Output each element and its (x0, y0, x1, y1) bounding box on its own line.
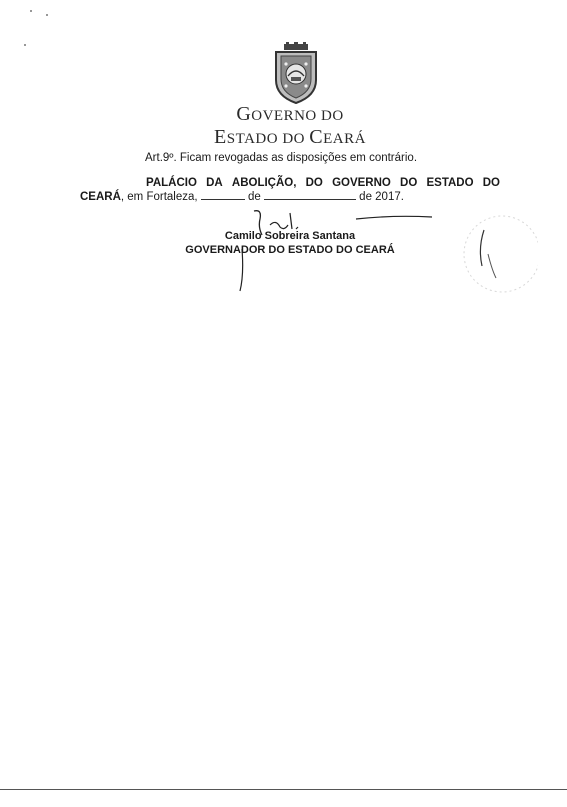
article-9-text: Art.9º. Ficam revogadas as disposições em contrário. (145, 152, 418, 164)
government-title (190, 104, 390, 150)
year-text: de 2017. (355, 191, 404, 203)
palacio-word: ABOLIÇÃO, (231, 177, 297, 189)
fortaleza-text: , em Fortaleza, (120, 191, 198, 203)
signature-block (180, 229, 400, 257)
palacio-word: DA (206, 177, 223, 189)
de-text: de (244, 191, 264, 203)
title-cap: G (236, 103, 252, 125)
ceara-bold: CEARÁ (80, 191, 121, 203)
title-rest: OVERNO (251, 108, 317, 124)
palacio-line (80, 176, 500, 190)
palacio-word: DO (305, 177, 323, 189)
title-rest: EARÁ (323, 131, 366, 147)
palacio-word: DO (400, 177, 418, 189)
ceara-coat-of-arms-icon (272, 42, 320, 104)
day-blank (201, 190, 245, 200)
date-line (80, 190, 500, 204)
palacio-word: ESTADO (426, 177, 474, 189)
signatory-role: GOVERNADOR DO ESTADO DO CEARÁ (185, 244, 395, 256)
faint-stamp-icon (458, 210, 538, 298)
title-cap: C (309, 126, 324, 148)
palacio-word: GOVERNO (332, 177, 391, 189)
title-small: DO (316, 108, 344, 124)
page-bottom-rule (0, 789, 567, 790)
scan-speck (46, 14, 48, 16)
scan-speck (24, 44, 26, 46)
scan-speck (30, 10, 32, 12)
title-small: DO (278, 131, 310, 147)
title-line-estado (190, 127, 390, 150)
palacio-paragraph (80, 176, 500, 204)
signatory-name: Camilo Sobreira Santana (224, 230, 356, 242)
palacio-word: DO (482, 177, 500, 189)
title-rest: STADO (226, 131, 279, 147)
title-cap: E (214, 126, 227, 148)
palacio-word: PALÁCIO (146, 177, 197, 189)
title-line-governo (190, 104, 390, 127)
month-blank (264, 190, 356, 200)
